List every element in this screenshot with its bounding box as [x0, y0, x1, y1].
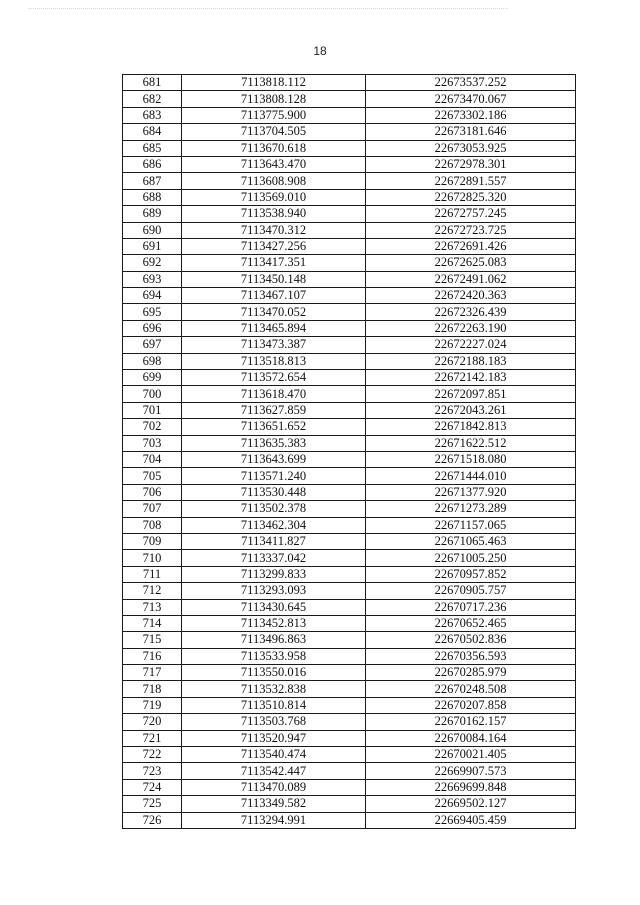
point-number-cell: 692	[123, 255, 182, 271]
y-coordinate-cell: 22672043.261	[366, 402, 576, 418]
x-coordinate-cell: 7113651.652	[182, 419, 366, 435]
point-number-cell: 689	[123, 206, 182, 222]
point-number-cell: 725	[123, 796, 182, 812]
x-coordinate-cell: 7113465.894	[182, 320, 366, 336]
point-number-cell: 716	[123, 648, 182, 664]
y-coordinate-cell: 22670021.405	[366, 747, 576, 763]
x-coordinate-cell: 7113293.093	[182, 583, 366, 599]
y-coordinate-cell: 22672891.557	[366, 173, 576, 189]
y-coordinate-cell: 22673537.252	[366, 75, 576, 91]
table-row	[123, 435, 576, 451]
y-coordinate-cell: 22671377.920	[366, 484, 576, 500]
x-coordinate-cell: 7113571.240	[182, 468, 366, 484]
x-coordinate-cell: 7113503.768	[182, 714, 366, 730]
x-coordinate-cell: 7113635.383	[182, 435, 366, 451]
table-row	[123, 484, 576, 500]
table-row	[123, 796, 576, 812]
table-row	[123, 632, 576, 648]
x-coordinate-cell: 7113532.838	[182, 681, 366, 697]
x-coordinate-cell: 7113462.304	[182, 517, 366, 533]
table-row	[123, 124, 576, 140]
y-coordinate-cell: 22669699.848	[366, 779, 576, 795]
point-number-cell: 710	[123, 550, 182, 566]
x-coordinate-cell: 7113530.448	[182, 484, 366, 500]
y-coordinate-cell: 22672263.190	[366, 320, 576, 336]
point-number-cell: 707	[123, 501, 182, 517]
point-number-cell: 694	[123, 288, 182, 304]
table-row	[123, 648, 576, 664]
y-coordinate-cell: 22671157.065	[366, 517, 576, 533]
x-coordinate-cell: 7113473.387	[182, 337, 366, 353]
y-coordinate-cell: 22669907.573	[366, 763, 576, 779]
point-number-cell: 693	[123, 271, 182, 287]
y-coordinate-cell: 22670285.979	[366, 665, 576, 681]
point-number-cell: 691	[123, 238, 182, 254]
y-coordinate-cell: 22671065.463	[366, 533, 576, 549]
y-coordinate-cell: 22670162.157	[366, 714, 576, 730]
y-coordinate-cell: 22672625.083	[366, 255, 576, 271]
point-number-cell: 703	[123, 435, 182, 451]
x-coordinate-cell: 7113818.112	[182, 75, 366, 91]
x-coordinate-cell: 7113775.900	[182, 107, 366, 123]
y-coordinate-cell: 22669502.127	[366, 796, 576, 812]
x-coordinate-cell: 7113518.813	[182, 353, 366, 369]
y-coordinate-cell: 22671622.512	[366, 435, 576, 451]
page-number: 18	[313, 44, 327, 58]
point-number-cell: 715	[123, 632, 182, 648]
x-coordinate-cell: 7113540.474	[182, 747, 366, 763]
x-coordinate-cell: 7113808.128	[182, 91, 366, 107]
table-row	[123, 468, 576, 484]
x-coordinate-cell: 7113502.378	[182, 501, 366, 517]
y-coordinate-cell: 22673302.186	[366, 107, 576, 123]
x-coordinate-cell: 7113417.351	[182, 255, 366, 271]
table-row	[123, 288, 576, 304]
table-row	[123, 779, 576, 795]
x-coordinate-cell: 7113608.908	[182, 173, 366, 189]
table-row	[123, 75, 576, 91]
y-coordinate-cell: 22672227.024	[366, 337, 576, 353]
y-coordinate-cell: 22672097.851	[366, 386, 576, 402]
y-coordinate-cell: 22672420.363	[366, 288, 576, 304]
y-coordinate-cell: 22672326.439	[366, 304, 576, 320]
table-row	[123, 91, 576, 107]
y-coordinate-cell: 22669405.459	[366, 812, 576, 828]
point-number-cell: 705	[123, 468, 182, 484]
point-number-cell: 726	[123, 812, 182, 828]
table-row	[123, 255, 576, 271]
point-number-cell: 690	[123, 222, 182, 238]
x-coordinate-cell: 7113533.958	[182, 648, 366, 664]
x-coordinate-cell: 7113550.016	[182, 665, 366, 681]
coordinates-table-body	[123, 75, 576, 829]
y-coordinate-cell: 22670248.508	[366, 681, 576, 697]
point-number-cell: 706	[123, 484, 182, 500]
x-coordinate-cell: 7113569.010	[182, 189, 366, 205]
point-number-cell: 724	[123, 779, 182, 795]
point-number-cell: 687	[123, 173, 182, 189]
point-number-cell: 720	[123, 714, 182, 730]
y-coordinate-cell: 22672978.301	[366, 156, 576, 172]
y-coordinate-cell: 22672723.725	[366, 222, 576, 238]
y-coordinate-cell: 22671005.250	[366, 550, 576, 566]
table-row	[123, 501, 576, 517]
point-number-cell: 695	[123, 304, 182, 320]
y-coordinate-cell: 22672188.183	[366, 353, 576, 369]
table-row	[123, 451, 576, 467]
y-coordinate-cell: 22670905.757	[366, 583, 576, 599]
table-row	[123, 353, 576, 369]
table-row	[123, 156, 576, 172]
y-coordinate-cell: 22670084.164	[366, 730, 576, 746]
x-coordinate-cell: 7113643.699	[182, 451, 366, 467]
x-coordinate-cell: 7113470.052	[182, 304, 366, 320]
table-row	[123, 337, 576, 353]
point-number-cell: 701	[123, 402, 182, 418]
table-row	[123, 697, 576, 713]
point-number-cell: 708	[123, 517, 182, 533]
table-row	[123, 173, 576, 189]
table-row	[123, 304, 576, 320]
point-number-cell: 685	[123, 140, 182, 156]
table-row	[123, 812, 576, 828]
point-number-cell: 696	[123, 320, 182, 336]
y-coordinate-cell: 22671444.010	[366, 468, 576, 484]
point-number-cell: 718	[123, 681, 182, 697]
table-row	[123, 386, 576, 402]
x-coordinate-cell: 7113299.833	[182, 566, 366, 582]
y-coordinate-cell: 22672142.183	[366, 370, 576, 386]
point-number-cell: 717	[123, 665, 182, 681]
table-row	[123, 615, 576, 631]
point-number-cell: 698	[123, 353, 182, 369]
x-coordinate-cell: 7113572.654	[182, 370, 366, 386]
y-coordinate-cell: 22673053.925	[366, 140, 576, 156]
y-coordinate-cell: 22672757.245	[366, 206, 576, 222]
table-row	[123, 320, 576, 336]
y-coordinate-cell: 22671273.289	[366, 501, 576, 517]
point-number-cell: 700	[123, 386, 182, 402]
point-number-cell: 688	[123, 189, 182, 205]
point-number-cell: 712	[123, 583, 182, 599]
table-row	[123, 271, 576, 287]
table-row	[123, 140, 576, 156]
y-coordinate-cell: 22671518.080	[366, 451, 576, 467]
x-coordinate-cell: 7113643.470	[182, 156, 366, 172]
table-row	[123, 583, 576, 599]
point-number-cell: 722	[123, 747, 182, 763]
point-number-cell: 704	[123, 451, 182, 467]
table-row	[123, 222, 576, 238]
point-number-cell: 681	[123, 75, 182, 91]
y-coordinate-cell: 22670356.593	[366, 648, 576, 664]
point-number-cell: 684	[123, 124, 182, 140]
y-coordinate-cell: 22670652.465	[366, 615, 576, 631]
coordinates-table	[122, 74, 576, 829]
x-coordinate-cell: 7113470.312	[182, 222, 366, 238]
point-number-cell: 721	[123, 730, 182, 746]
point-number-cell: 699	[123, 370, 182, 386]
x-coordinate-cell: 7113294.991	[182, 812, 366, 828]
x-coordinate-cell: 7113411.827	[182, 533, 366, 549]
scan-artifact-line	[28, 8, 508, 13]
table-row	[123, 189, 576, 205]
table-row	[123, 763, 576, 779]
table-row	[123, 533, 576, 549]
table-row	[123, 550, 576, 566]
y-coordinate-cell: 22670502.836	[366, 632, 576, 648]
table-row	[123, 206, 576, 222]
y-coordinate-cell: 22672825.320	[366, 189, 576, 205]
table-row	[123, 517, 576, 533]
x-coordinate-cell: 7113450.148	[182, 271, 366, 287]
table-row	[123, 419, 576, 435]
x-coordinate-cell: 7113496.863	[182, 632, 366, 648]
x-coordinate-cell: 7113452.813	[182, 615, 366, 631]
x-coordinate-cell: 7113704.505	[182, 124, 366, 140]
point-number-cell: 702	[123, 419, 182, 435]
point-number-cell: 697	[123, 337, 182, 353]
x-coordinate-cell: 7113349.582	[182, 796, 366, 812]
table-row	[123, 107, 576, 123]
x-coordinate-cell: 7113510.814	[182, 697, 366, 713]
x-coordinate-cell: 7113542.447	[182, 763, 366, 779]
x-coordinate-cell: 7113618.470	[182, 386, 366, 402]
table-row	[123, 681, 576, 697]
point-number-cell: 714	[123, 615, 182, 631]
point-number-cell: 709	[123, 533, 182, 549]
y-coordinate-cell: 22672491.062	[366, 271, 576, 287]
table-row	[123, 566, 576, 582]
x-coordinate-cell: 7113627.859	[182, 402, 366, 418]
point-number-cell: 713	[123, 599, 182, 615]
y-coordinate-cell: 22671842.813	[366, 419, 576, 435]
table-row	[123, 370, 576, 386]
table-row	[123, 747, 576, 763]
y-coordinate-cell: 22670957.852	[366, 566, 576, 582]
point-number-cell: 711	[123, 566, 182, 582]
x-coordinate-cell: 7113427.256	[182, 238, 366, 254]
x-coordinate-cell: 7113670.618	[182, 140, 366, 156]
y-coordinate-cell: 22673181.646	[366, 124, 576, 140]
table-row	[123, 665, 576, 681]
y-coordinate-cell: 22672691.426	[366, 238, 576, 254]
x-coordinate-cell: 7113520.947	[182, 730, 366, 746]
y-coordinate-cell: 22670207.858	[366, 697, 576, 713]
y-coordinate-cell: 22673470.067	[366, 91, 576, 107]
point-number-cell: 723	[123, 763, 182, 779]
table-row	[123, 402, 576, 418]
table-row	[123, 599, 576, 615]
y-coordinate-cell: 22670717.236	[366, 599, 576, 615]
point-number-cell: 682	[123, 91, 182, 107]
x-coordinate-cell: 7113430.645	[182, 599, 366, 615]
x-coordinate-cell: 7113337.042	[182, 550, 366, 566]
table-row	[123, 238, 576, 254]
point-number-cell: 686	[123, 156, 182, 172]
x-coordinate-cell: 7113467.107	[182, 288, 366, 304]
table-row	[123, 714, 576, 730]
x-coordinate-cell: 7113538.940	[182, 206, 366, 222]
point-number-cell: 683	[123, 107, 182, 123]
table-row	[123, 730, 576, 746]
point-number-cell: 719	[123, 697, 182, 713]
x-coordinate-cell: 7113470.089	[182, 779, 366, 795]
